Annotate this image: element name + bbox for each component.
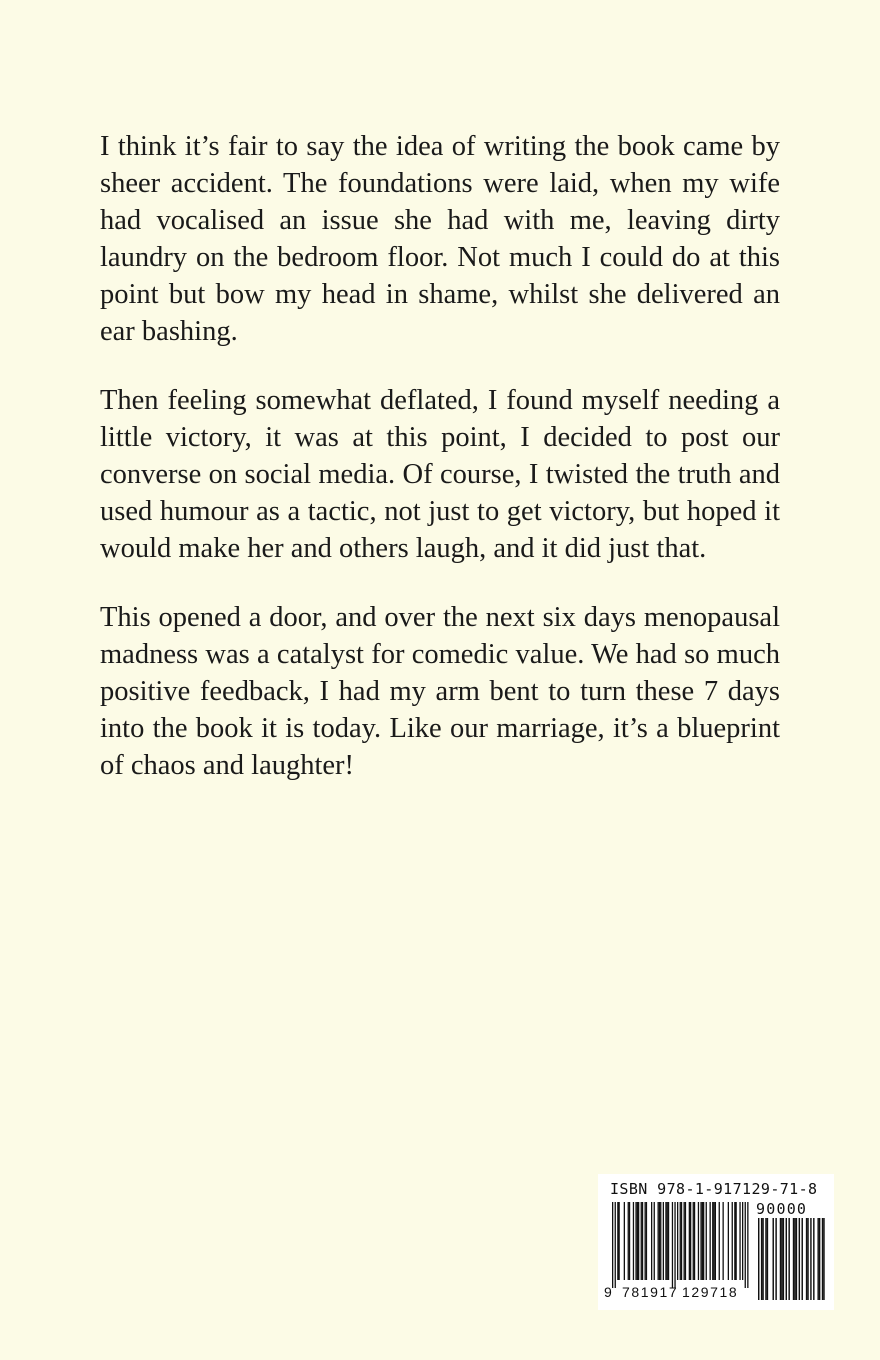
barcode-bar — [806, 1218, 807, 1300]
barcode-bar — [612, 1202, 613, 1288]
barcode-bar — [619, 1202, 620, 1280]
barcode-bar — [637, 1202, 638, 1280]
barcode-bar — [710, 1202, 711, 1280]
barcode-bar — [767, 1218, 768, 1300]
barcode-bar — [745, 1202, 746, 1288]
price-code: 90000 — [756, 1200, 808, 1218]
barcode-bar — [681, 1202, 682, 1280]
barcode-bar — [810, 1218, 811, 1300]
barcode-bar — [796, 1218, 797, 1300]
barcode-bar — [788, 1218, 789, 1300]
barcode-bar — [742, 1202, 743, 1280]
barcode-bar — [723, 1202, 724, 1280]
barcode-bar — [668, 1202, 669, 1280]
barcode-bar — [794, 1218, 795, 1300]
barcode-bar — [706, 1202, 707, 1280]
barcode-bar — [677, 1202, 678, 1280]
barcode-bar — [624, 1202, 625, 1280]
barcode-bar — [690, 1202, 691, 1280]
barcode-bar — [660, 1202, 661, 1280]
barcode-bar — [615, 1202, 616, 1288]
barcode-bar — [642, 1202, 643, 1280]
barcode-bar — [700, 1202, 701, 1280]
barcode-bar — [651, 1202, 652, 1280]
barcode-bar — [680, 1202, 681, 1280]
barcode-bar — [635, 1202, 636, 1280]
barcode-bar — [672, 1202, 673, 1288]
barcode-bar — [734, 1202, 735, 1280]
barcode-bar — [793, 1218, 794, 1300]
barcode-bar — [641, 1202, 642, 1280]
barcode-bar — [715, 1202, 716, 1280]
barcode-bar — [703, 1202, 704, 1280]
barcode-bar — [736, 1202, 737, 1280]
blurb-paragraph-2: Then feeling somewhat deflated, I found myself needing a little victory, it was at this point, I decided to post our converse on social media. Of course, I twisted the truth and used humour as a tactic, not just to get victory, but hoped it would make her and others laugh, and it did just that. — [100, 385, 780, 564]
barcode-bar — [698, 1202, 699, 1280]
ean-prefix-digit: 9 — [604, 1284, 614, 1300]
barcode-bar — [728, 1202, 729, 1280]
blurb-paragraph-1: I think it’s fair to say the idea of writing the book came by sheer accident. The foundations were laid, when my wife had vocalised an issue she had with me, leaving dirty laundry on the bedroom floor. Not much I could do at this point but bow my head in shame, whilst she delivered an ear bashing. — [100, 131, 780, 347]
barcode-bar — [819, 1218, 820, 1300]
barcode-bar — [659, 1202, 660, 1280]
barcode-bar — [645, 1202, 646, 1280]
barcode-bar — [638, 1202, 639, 1280]
barcode-bar — [665, 1202, 666, 1280]
barcode-bar — [629, 1202, 630, 1280]
barcode-bar — [758, 1218, 759, 1300]
barcode-bar — [780, 1218, 781, 1300]
barcode-bar — [658, 1202, 659, 1280]
barcode-bar — [823, 1218, 824, 1300]
blurb-text — [100, 128, 780, 816]
barcode-bar — [775, 1218, 776, 1300]
barcode-bar — [674, 1202, 675, 1288]
barcode-bar — [654, 1202, 655, 1280]
barcode-bar — [685, 1202, 686, 1280]
barcode-bar — [781, 1218, 782, 1300]
isbn-barcode — [598, 1174, 834, 1310]
barcode-bar — [807, 1218, 808, 1300]
barcode-bar — [628, 1202, 629, 1280]
barcode-bar — [667, 1202, 668, 1280]
barcode-bar — [802, 1218, 803, 1300]
isbn-label: ISBN 978-1-917129-71-8 — [610, 1180, 818, 1198]
barcode-bar — [617, 1202, 618, 1280]
barcode-bar — [693, 1202, 694, 1280]
barcode-bar — [689, 1202, 690, 1280]
ean-right-digits: 129718 — [682, 1284, 739, 1300]
barcode-bar — [663, 1202, 664, 1280]
barcode-bar — [739, 1202, 740, 1280]
barcode-bar — [773, 1218, 774, 1300]
blurb-paragraph-3: This opened a door, and over the next six days menopausal madness was a catalyst for comedic value. We had so much positive feedback, I had my arm bent to turn these 7 days into the book it is today. Like our marriage, it’s a blueprint of chaos and laughter! — [100, 602, 780, 781]
barcode-bar — [646, 1202, 647, 1280]
barcode-bar — [761, 1218, 762, 1300]
barcode-bar — [817, 1218, 818, 1300]
ean-left-digits: 781917 — [622, 1284, 679, 1300]
barcode-bar — [633, 1202, 634, 1280]
barcode-bar — [747, 1202, 748, 1288]
barcode-bar — [822, 1218, 823, 1300]
barcode-bar — [762, 1218, 763, 1300]
barcode-bar — [765, 1218, 766, 1300]
barcode-bar — [813, 1218, 814, 1300]
barcode-bar — [783, 1218, 784, 1300]
barcode-bar — [684, 1202, 685, 1280]
barcode-bar — [799, 1218, 800, 1300]
barcode-bar — [702, 1202, 703, 1280]
barcode-bar — [712, 1202, 713, 1280]
barcode-bar — [732, 1202, 733, 1280]
barcode-bar — [694, 1202, 695, 1280]
barcode-bar — [719, 1202, 720, 1280]
barcode-bar — [786, 1218, 787, 1300]
barcode-bar — [713, 1202, 714, 1280]
